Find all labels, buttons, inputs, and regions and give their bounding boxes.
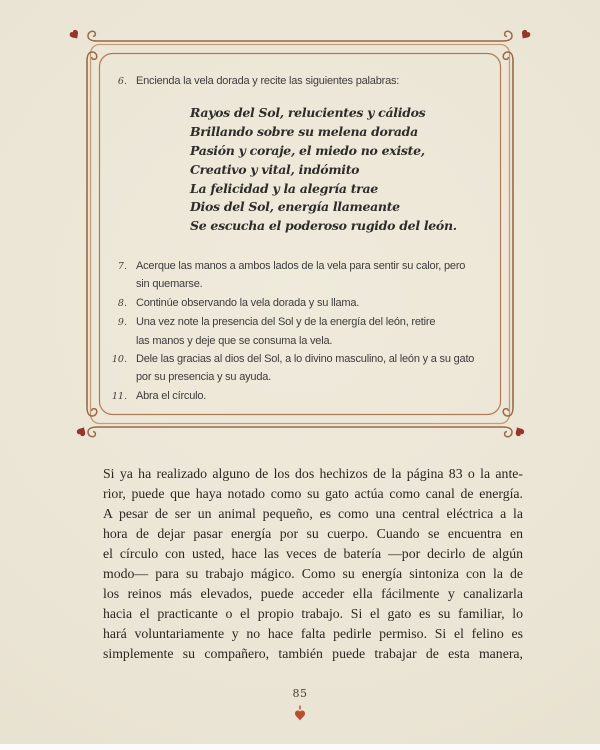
step-text: Abra el círculo. — [136, 389, 207, 402]
paragraph-line: hora de dejar pasar energía por su cuerpo. Cuando se encuentra en — [103, 526, 523, 541]
step-text: Encienda la vela dorada y recite las siguientes palabras: — [136, 75, 400, 87]
step-item — [111, 350, 503, 387]
numbered-steps-list — [111, 257, 503, 406]
step-number: 9. — [117, 317, 127, 329]
verse-line: La felicidad y la alegría trae — [190, 180, 378, 196]
step-number: 7. — [117, 260, 127, 272]
step-number: 10. — [111, 354, 127, 366]
step-text: sin quemarse. — [136, 278, 203, 291]
paragraph-line: hacia el practicante o el propio trabajo. Si el gato es su familiar, lo — [103, 606, 523, 621]
paragraph-line: hará voluntariamente y no hace falta pedirle permiso. Si el felino es — [103, 626, 523, 641]
step-number: 8. — [117, 297, 127, 309]
verse-line: Pasión y coraje, el miedo no existe, — [190, 143, 425, 158]
paragraph-line: los reinos más elevados, puede acceder ella fácilmente y canalizarla — [103, 586, 523, 601]
verse-line: Dios del Sol, energía llameante — [190, 199, 400, 215]
incantation-verse — [190, 104, 503, 236]
step-text: Continúe observando la vela dorada y su llama. — [136, 296, 360, 309]
paragraph-line: rior, puede que haya notado como su gato actúa como canal de energía. — [103, 486, 523, 501]
step-item — [111, 66, 503, 91]
paragraph-line: Si ya ha realizado alguno de los dos hechizos de la página 83 o la ante- — [103, 466, 523, 481]
step-item — [111, 294, 503, 313]
paragraph-line: el círculo con usted, hace las veces de batería —por decirlo de algún — [103, 546, 523, 561]
step-text: las manos y deje que se consuma la vela. — [136, 334, 333, 347]
verse-line: Rayos del Sol, relucientes y cálidos — [190, 105, 426, 121]
step-text: Una vez note la presencia del Sol y de la energía del león, retire — [136, 316, 436, 329]
step-number: 11. — [111, 390, 127, 402]
verse-line: Creativo y vital, indómito — [190, 161, 360, 177]
step-item — [111, 257, 503, 294]
verse-line: Se escucha el poderoso rugido del león. — [190, 218, 457, 234]
ritual-steps-box — [111, 66, 503, 406]
paragraph-line: A pesar de ser un animal pequeño, es como una central eléctrica a la — [103, 506, 523, 521]
paragraph-line: modo— para su trabajo mágico. Como su energía sintoniza con la de — [103, 566, 523, 581]
step-text: Dele las gracias al dios del Sol, a lo divino masculino, al león y a su gato — [136, 353, 475, 366]
step-text: por su presencia y su ayuda. — [136, 371, 272, 384]
paragraph-line: simplemente su compañero, también puede trabajar de esta manera, — [103, 646, 523, 661]
step-number: 6. — [117, 76, 127, 87]
step-text: Acerque las manos a ambos lados de la vela para sentir su calor, pero — [136, 259, 466, 272]
step-item — [111, 313, 503, 350]
page-number: 85 — [292, 687, 308, 700]
step-item — [111, 387, 503, 406]
heart-ornament-icon — [292, 704, 308, 724]
body-paragraph — [103, 464, 523, 664]
verse-line: Brillando sobre su melena dorada — [190, 124, 418, 140]
